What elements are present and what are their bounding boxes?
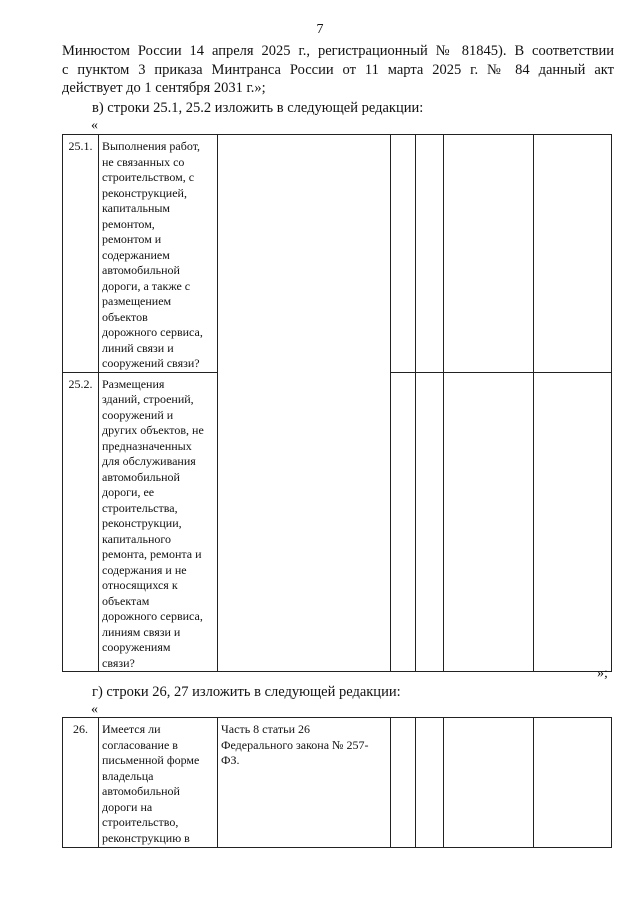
row-text-line: других объектов, не	[102, 423, 204, 437]
row-text-line: предназначенных	[102, 438, 192, 453]
row-text-line: автомобильной	[102, 263, 180, 277]
intro-line: действует до 1 сентября 2031 г.»;	[62, 80, 266, 96]
section-v-close-quote: »;	[597, 666, 608, 681]
row-text-line: Имеется ли	[102, 722, 161, 736]
row-text-line: дороги, а также с	[102, 278, 191, 293]
row-text-line: автомобильной	[102, 469, 180, 484]
legal-basis-cell	[218, 135, 391, 672]
amendment-table-g	[62, 717, 612, 848]
empty-cell	[534, 372, 612, 672]
empty-cell	[391, 372, 416, 672]
row-text-line: содержанием	[102, 247, 170, 262]
row-text-line: письменной форме	[102, 753, 200, 767]
row-text-line: владельца	[102, 768, 154, 783]
row-text-line: согласование в	[102, 737, 178, 752]
empty-cell	[416, 718, 444, 848]
row-text-line: строительства,	[102, 500, 178, 515]
row-number: 25.2.	[63, 372, 99, 672]
row-text-line: сооружений и	[102, 407, 174, 422]
row-text-line: сооружений связи?	[102, 356, 200, 370]
empty-cell	[391, 718, 416, 848]
row-text-line: объектам	[102, 593, 150, 608]
empty-cell	[534, 718, 612, 848]
section-g-heading: г) строки 26, 27 изложить в следующей редакции:	[92, 684, 401, 700]
legal-basis-cell	[218, 718, 391, 848]
row-text-line: содержания и не	[102, 562, 187, 577]
row-text-line: дорожного сервиса,	[102, 609, 203, 623]
table-row	[63, 718, 612, 848]
row-text-line: реконструкцией,	[102, 185, 187, 200]
row-text-line: Выполнения работ,	[102, 139, 201, 153]
row-description	[99, 372, 218, 672]
row-text-line: дороги, ее	[102, 485, 155, 499]
row-text-line: строительством, с	[102, 170, 195, 184]
legal-basis-line: ФЗ.	[221, 753, 240, 767]
table-row	[63, 135, 612, 373]
row-text-line: относящихся к	[102, 578, 178, 592]
section-v-open-quote: «	[91, 118, 98, 133]
row-text-line: линий связи и	[102, 340, 174, 355]
row-number: 26.	[63, 718, 99, 848]
empty-cell	[416, 135, 444, 373]
row-text-line: реконструкции,	[102, 516, 182, 530]
row-text-line: ремонтом,	[102, 216, 155, 231]
empty-cell	[391, 135, 416, 373]
row-text-line: линиям связи и	[102, 624, 181, 639]
row-text-line: размещением	[102, 294, 172, 308]
amendment-table-v	[62, 134, 612, 672]
empty-cell	[534, 135, 612, 373]
row-text-line: ремонта, ремонта и	[102, 547, 202, 561]
empty-cell	[444, 135, 534, 373]
row-description	[99, 718, 218, 848]
row-text-line: строительство,	[102, 815, 179, 829]
row-text-line: автомобильной	[102, 784, 180, 798]
row-text-line: сооружениям	[102, 640, 171, 654]
row-text-line: дороги на	[102, 799, 153, 814]
row-description	[99, 135, 218, 373]
row-text-line: для обслуживания	[102, 454, 196, 468]
intro-line: Минюстом России 14 апреля 2025 г., регистрационный № 81845). В соответствии	[62, 43, 614, 59]
row-text-line: Размещения	[102, 376, 165, 391]
page-number: 7	[316, 22, 324, 37]
legal-basis-line: Часть 8 статьи 26	[221, 722, 311, 736]
row-text-line: капитального	[102, 531, 171, 546]
row-text-line: капитальным	[102, 201, 171, 215]
empty-cell	[444, 372, 534, 672]
empty-cell	[416, 372, 444, 672]
row-text-line: ремонтом и	[102, 232, 162, 246]
legal-basis-line: Федерального закона № 257-	[221, 737, 369, 752]
row-text-line: объектов	[102, 309, 148, 324]
empty-cell	[444, 718, 534, 848]
row-text-line: реконструкцию в	[102, 830, 190, 845]
section-g-open-quote: «	[91, 702, 98, 717]
row-number: 25.1.	[63, 135, 99, 373]
row-text-line: зданий, строений,	[102, 392, 194, 406]
section-v-heading: в) строки 25.1, 25.2 изложить в следующей редакции:	[92, 100, 424, 116]
row-text-line: дорожного сервиса,	[102, 325, 203, 339]
row-text-line: связи?	[102, 655, 135, 670]
row-text-line: не связанных со	[102, 154, 185, 169]
intro-line: с пунктом 3 приказа Минтранса России от 11 марта 2025 г. № 84 данный акт	[62, 61, 614, 78]
intro-paragraph	[62, 42, 614, 98]
